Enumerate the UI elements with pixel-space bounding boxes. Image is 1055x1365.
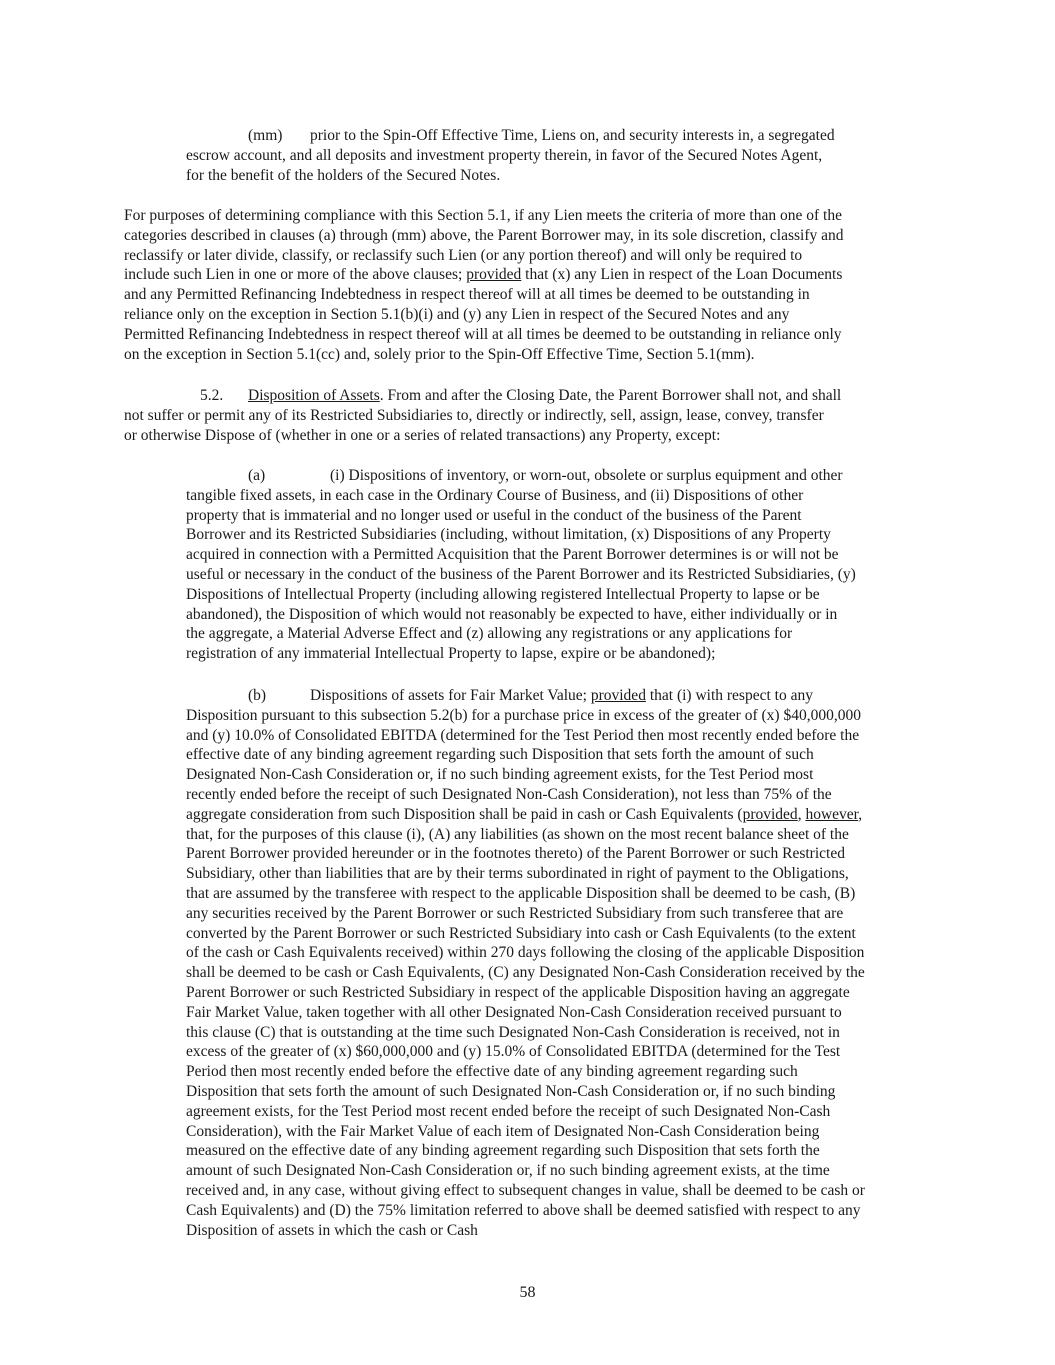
line-text: , — [797, 805, 806, 823]
paragraph-line: Period then most recently ended before the effective date of any binding agreement regarding such — [186, 1063, 798, 1081]
paragraph-line: the aggregate, a Material Adverse Effect and (z) allowing any registrations or any applications for — [186, 625, 793, 643]
paragraph-line: reliance only on the exception in Section 5.1(b)(i) and (y) any Lien in respect of the Secured Notes and any — [124, 305, 790, 323]
line-text: aggregate consideration from such Disposition shall be paid in cash or Cash Equivalents ( — [186, 805, 743, 823]
provided-term: provided — [742, 805, 798, 823]
paragraph-line: effective date of any binding agreement regarding such Disposition that sets forth the amount of such — [186, 746, 814, 764]
paragraph-line: for the benefit of the holders of the Secured Notes. — [186, 166, 501, 184]
clause-b-label: (b) — [248, 687, 267, 704]
line-text: that (x) any Lien in respect of the Loan Documents — [521, 266, 843, 284]
paragraph-line — [186, 805, 946, 825]
clause-a-first-line — [186, 466, 946, 486]
clause-mm-paragraph — [186, 126, 946, 185]
paragraph-line: Cash Equivalents) and (D) the 75% limitation referred to above shall be deemed satisfied with respect to any — [186, 1201, 861, 1219]
section-5-2-first-line — [124, 386, 944, 406]
line-text: include such Lien in one or more of the above clauses; — [124, 266, 467, 284]
paragraph-line: measured on the effective date of any binding agreement regarding such Disposition that sets forth the — [186, 1142, 820, 1160]
paragraph-line: converted by the Parent Borrower or such Restricted Subsidiary into cash or Cash Equivalents (to the extent — [186, 924, 856, 942]
paragraph-line: amount of such Designated Non-Cash Consideration or, if no such binding agreement exists, at the time — [186, 1162, 830, 1180]
line-text: (i) Dispositions of inventory, or worn-out, obsolete or surplus equipment and other — [330, 467, 843, 484]
paragraph-line: that are assumed by the transferee with respect to the applicable Disposition shall be deemed to be cash, (B) — [186, 884, 856, 902]
provided-term: provided — [590, 687, 646, 704]
paragraph-line: shall be deemed to be cash or Cash Equivalents, (C) any Designated Non-Cash Consideration received by the — [186, 964, 865, 982]
paragraph-line: Borrower and its Restricted Subsidiaries (including, without limitation, (x) Dispositions of any Property — [186, 526, 831, 544]
however-term: however — [805, 805, 859, 823]
paragraph-line: useful or necessary in the conduct of the business of the Parent Borrower and its Restricted Subsidiaries, (y) — [186, 565, 856, 583]
clause-a-paragraph — [186, 466, 946, 664]
paragraph-line: received and, in any case, without giving effect to subsequent changes in value, shall be deemed to be cash or — [186, 1181, 865, 1199]
paragraph-line: any securities received by the Parent Borrower or such Restricted Subsidiary from such transferee that are — [186, 904, 844, 922]
paragraph-line: Dispositions of Intellectual Property (including allowing registered Intellectual Property to lapse or be — [186, 585, 820, 603]
clause-b-first-line — [186, 686, 946, 706]
paragraph-line: property that is immaterial and no longer used or useful in the conduct of the business of the Parent — [186, 506, 802, 524]
paragraph-line: Designated Non-Cash Consideration or, if no such binding agreement exists, for the Test Period most — [186, 766, 814, 784]
clause-a-label: (a) — [248, 467, 266, 484]
line-text: . From and after the Closing Date, the Parent Borrower shall not, and shall — [379, 387, 842, 404]
paragraph-line — [124, 265, 944, 285]
paragraph-line: registration of any immaterial Intellectual Property to lapse, expire or be abandoned); — [186, 645, 716, 663]
paragraph-line: on the exception in Section 5.1(cc) and, solely prior to the Spin-Off Effective Time, Section 5.1(mm). — [124, 345, 755, 363]
section-5-2-paragraph — [124, 386, 944, 445]
paragraph-line: and any Permitted Refinancing Indebtedness in respect thereof will at all times be deemed to be outstanding in — [124, 286, 810, 304]
section-heading: Disposition of Assets — [248, 387, 380, 404]
paragraph-line: Disposition that sets forth the amount of such Designated Non-Cash Consideration or, if no such binding — [186, 1082, 836, 1100]
paragraph-line: recently ended before the receipt of such Designated Non-Cash Consideration), not less than 75% of the — [186, 785, 832, 803]
paragraph-line: Parent Borrower or such Restricted Subsidiary in respect of the applicable Disposition having an aggregate — [186, 983, 850, 1001]
line-text: , — [858, 805, 863, 823]
line-text: Dispositions of assets for Fair Market Value; — [310, 687, 591, 704]
provided-term: provided — [466, 266, 522, 284]
paragraph-line: of the cash or Cash Equivalents received) within 270 days following the closing of the applicable Disposition — [186, 944, 865, 962]
paragraph-line: Subsidiary, other than liabilities that are by their terms subordinated in right of payment to the Obligations, — [186, 865, 849, 883]
paragraph-line: Permitted Refinancing Indebtedness in respect thereof will at all times be deemed to be outstanding in reliance only — [124, 325, 842, 343]
paragraph-line: Fair Market Value, taken together with all other Designated Non-Cash Consideration received pursuant to — [186, 1003, 842, 1021]
paragraph-line: not suffer or permit any of its Restricted Subsidiaries to, directly or indirectly, sell, assign, lease, convey, transfer — [124, 406, 824, 424]
paragraph-line: escrow account, and all deposits and investment property therein, in favor of the Secured Notes Agent, — [186, 146, 823, 164]
paragraph-line: tangible fixed assets, in each case in the Ordinary Course of Business, and (ii) Dispositions of other — [186, 486, 804, 504]
paragraph-line: acquired in connection with a Permitted Acquisition that the Parent Borrower determines is or will not be — [186, 546, 839, 564]
paragraph-line: Disposition pursuant to this subsection 5.2(b) for a purchase price in excess of the greater of (x) $40,000,000 — [186, 706, 861, 724]
section-number: 5.2. — [200, 387, 224, 404]
paragraph-line: or otherwise Dispose of (whether in one or a series of related transactions) any Property, except: — [124, 426, 721, 444]
paragraph-line: Parent Borrower provided hereunder or in the footnotes thereto) of the Parent Borrower or such Restricted — [186, 845, 845, 863]
paragraph-line: Consideration), with the Fair Market Value of each item of Designated Non-Cash Consideration being — [186, 1122, 820, 1140]
clause-mm-first-line — [186, 126, 946, 146]
clause-b-paragraph — [186, 686, 946, 1240]
paragraph-line: agreement exists, for the Test Period most recent ended before the receipt of such Designated Non-Cash — [186, 1102, 831, 1120]
paragraph-line: that, for the purposes of this clause (i), (A) any liabilities (as shown on the most recent balance sheet of the — [186, 825, 849, 843]
clause-mm-label: (mm) — [248, 127, 283, 144]
paragraph-line: For purposes of determining compliance with this Section 5.1, if any Lien meets the criteria of more than one of the — [124, 207, 842, 224]
paragraph-line: reclassify or later divide, classify, or reclassify such Lien (or any portion thereof) and will only be required to — [124, 246, 803, 264]
paragraph-line: Disposition of assets in which the cash or Cash — [186, 1221, 478, 1239]
compliance-paragraph — [124, 206, 944, 364]
paragraph-line: categories described in clauses (a) through (mm) above, the Parent Borrower may, in its sole discretion, classify and — [124, 226, 844, 244]
paragraph-line: this clause (C) that is outstanding at the time such Designated Non-Cash Consideration is received, not in — [186, 1023, 840, 1041]
paragraph-line: excess of the greater of (x) $60,000,000 and (y) 15.0% of Consolidated EBITDA (determined for the Test — [186, 1043, 841, 1061]
paragraph-line: abandoned), the Disposition of which would not reasonably be expected to have, either individually or in — [186, 605, 838, 623]
clause-mm-first-line-text: prior to the Spin-Off Effective Time, Liens on, and security interests in, a segregated — [310, 127, 835, 144]
paragraph-line: and (y) 10.0% of Consolidated EBITDA (determined for the Test Period then most recently ended before the — [186, 726, 860, 744]
page-number: 58 — [519, 1284, 536, 1301]
line-text: that (i) with respect to any — [645, 687, 813, 704]
